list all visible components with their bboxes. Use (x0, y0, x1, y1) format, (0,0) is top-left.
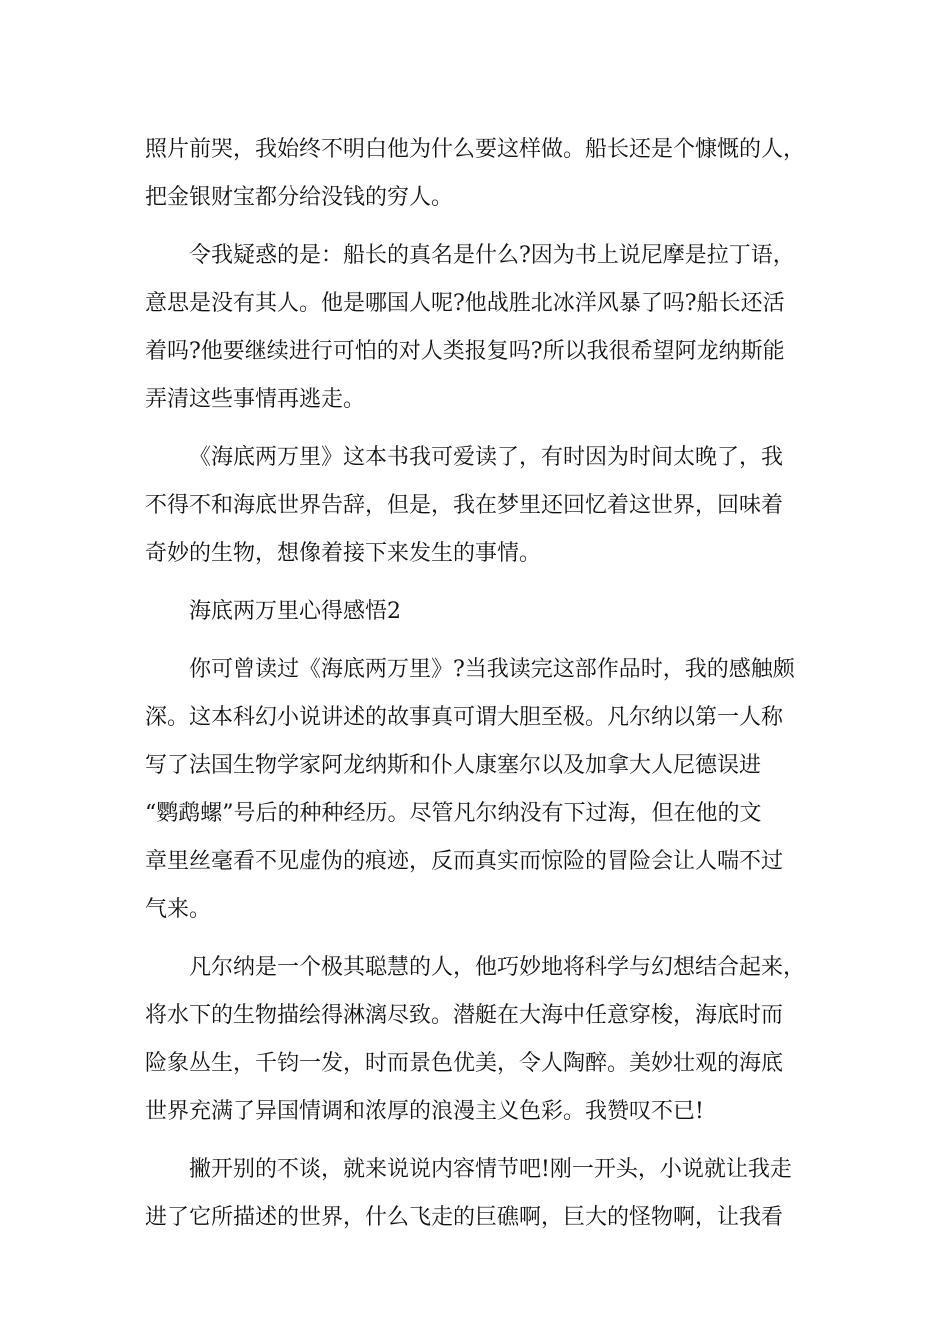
text-line: 把金银财宝都分给没钱的穷人。 (145, 185, 454, 210)
document-body (145, 126, 830, 1242)
text-line: 弄清这些事情再逃走。 (145, 387, 366, 412)
text-line: 着吗?他要继续进行可怕的对人类报复吗?所以我很希望阿龙纳斯能 (145, 339, 785, 364)
text-line: 险象丛生，千钧一发，时而景色优美，令人陶醉。美妙壮观的海底 (145, 1051, 784, 1076)
paragraph-first-line: 你可曾读过《海底两万里》?当我读完这部作品时，我的感触颇 (189, 657, 795, 682)
text-line: 进了它所描述的世界，什么飞走的巨礁啊，巨大的怪物啊，让我看 (145, 1205, 784, 1230)
text-line: 照片前哭，我始终不明白他为什么要这样做。船长还是个慷慨的人， (145, 137, 806, 162)
text-line: 章里丝毫看不见虚伪的痕迹，反而真实而惊险的冒险会让人喘不过 (145, 849, 784, 874)
text-line: “鹦鹉螺”号后的种种经历。尽管凡尔纳没有下过海，但在他的文 (145, 801, 762, 826)
text-line: 气来。 (145, 897, 212, 922)
paragraph-first-line: 撇开别的不谈，就来说说内容情节吧!刚一开头，小说就让我走 (189, 1157, 792, 1182)
text-line: 深。这本科幻小说讲述的故事真可谓大胆至极。凡尔纳以第一人称 (145, 705, 784, 730)
section-heading: 海底两万里心得感悟2 (189, 599, 401, 624)
paragraph-first-line: 凡尔纳是一个极其聪慧的人，他巧妙地将科学与幻想结合起来， (189, 955, 806, 980)
paragraph-first-line: 《海底两万里》这本书我可爱读了，有时因为时间太晚了，我 (189, 445, 784, 470)
text-line: 不得不和海底世界告辞，但是，我在梦里还回忆着这世界，回味着 (145, 493, 784, 518)
text-line: 意思是没有其人。他是哪国人呢?他战胜北冰洋风暴了吗?船长还活 (145, 291, 785, 316)
text-line: 写了法国生物学家阿龙纳斯和仆人康塞尔以及加拿大人尼德误进 (145, 753, 762, 778)
text-line: 将水下的生物描绘得淋漓尽致。潜艇在大海中任意穿梭，海底时而 (145, 1003, 784, 1028)
text-line: 世界充满了异国情调和浓厚的浪漫主义色彩。我赞叹不已! (145, 1099, 704, 1124)
text-line: 奇妙的生物，想像着接下来发生的事情。 (145, 541, 542, 566)
paragraph-first-line: 令我疑惑的是：船长的真名是什么?因为书上说尼摩是拉丁语， (189, 243, 795, 268)
